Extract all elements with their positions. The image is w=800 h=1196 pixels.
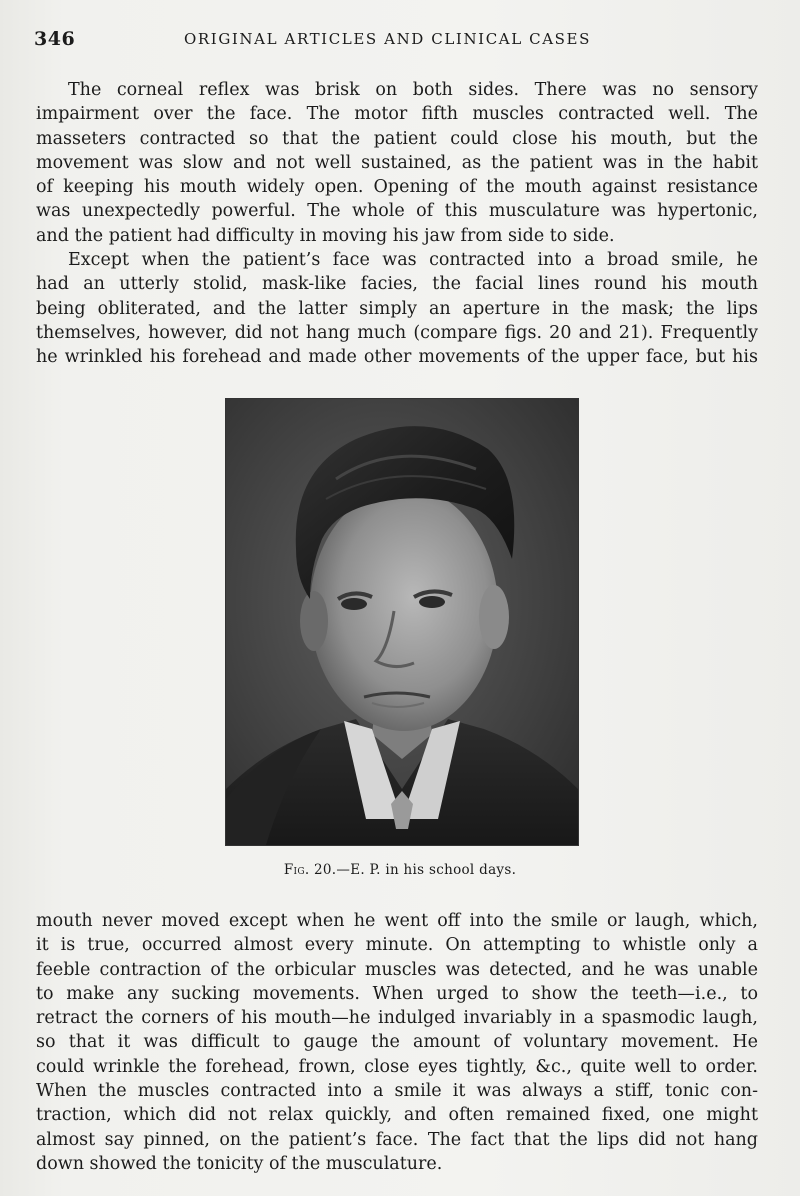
portrait-illustration <box>226 399 578 845</box>
text-block-bottom <box>36 909 758 1176</box>
text-line: so that it was difficult to gauge the amount of voluntary movement. He <box>36 1032 758 1053</box>
page-header <box>34 28 760 52</box>
text-line: impairment over the face. The motor fifth muscles contracted well. The <box>36 104 758 125</box>
text-line: of keeping his mouth widely open. Opening of the mouth against resistance <box>36 177 758 198</box>
text-line: and the patient had difficulty in moving his jaw from side to side. <box>36 225 615 246</box>
text-line: themselves, however, did not hang much (compare figs. 20 and 21). Frequently <box>36 322 758 343</box>
text-line: could wrinkle the forehead, frown, close eyes tightly, &c., quite well to order. <box>36 1056 758 1077</box>
portrait-photograph <box>225 398 579 846</box>
text-line: was unexpectedly powerful. The whole of this musculature was hypertonic, <box>36 201 758 222</box>
text-line: he wrinkled his forehead and made other movements of the upper face, but his <box>36 347 758 368</box>
text-line: to make any sucking movements. When urged to show the teeth—i.e., to <box>36 983 758 1004</box>
text-line: had an utterly stolid, mask-like facies, the facial lines round his mouth <box>36 274 758 295</box>
text-line: traction, which did not relax quickly, and often remained fixed, one might <box>36 1105 758 1126</box>
text-line: retract the corners of his mouth—he indulged invariably in a spasmodic laugh, <box>36 1008 758 1029</box>
text-line: feeble contraction of the orbicular muscles was detected, and he was unable <box>36 959 758 980</box>
text-line: down showed the tonicity of the musculature. <box>36 1153 443 1174</box>
text-line: When the muscles contracted into a smile it was always a stiff, tonic con- <box>36 1081 758 1102</box>
text-line: masseters contracted so that the patient could close his mouth, but the <box>36 128 758 149</box>
text-line: The corneal reflex was brisk on both sides. There was no sensory <box>68 80 758 100</box>
running-head: ORIGINAL ARTICLES AND CLINICAL CASES <box>184 30 591 48</box>
text-line: movement was slow and not well sustained, as the patient was in the habit <box>36 152 758 173</box>
text-line: it is true, occurred almost every minute. On attempting to whistle only a <box>36 935 758 956</box>
page-number: 346 <box>34 28 76 50</box>
caption-label: Fig. 20. <box>283 862 337 878</box>
text-line: Except when the patient’s face was contracted into a broad smile, he <box>68 250 758 271</box>
text-line: being obliterated, and the latter simply an aperture in the mask; the lips <box>36 298 758 319</box>
caption-text: —E. P. in his school days. <box>336 862 517 878</box>
text-line: almost say pinned, on the patient’s face. The fact that the lips did not hang <box>36 1129 758 1150</box>
figure-caption <box>0 862 800 878</box>
text-block-top <box>36 78 758 370</box>
text-line: mouth never moved except when he went off into the smile or laugh, which, <box>36 911 758 931</box>
